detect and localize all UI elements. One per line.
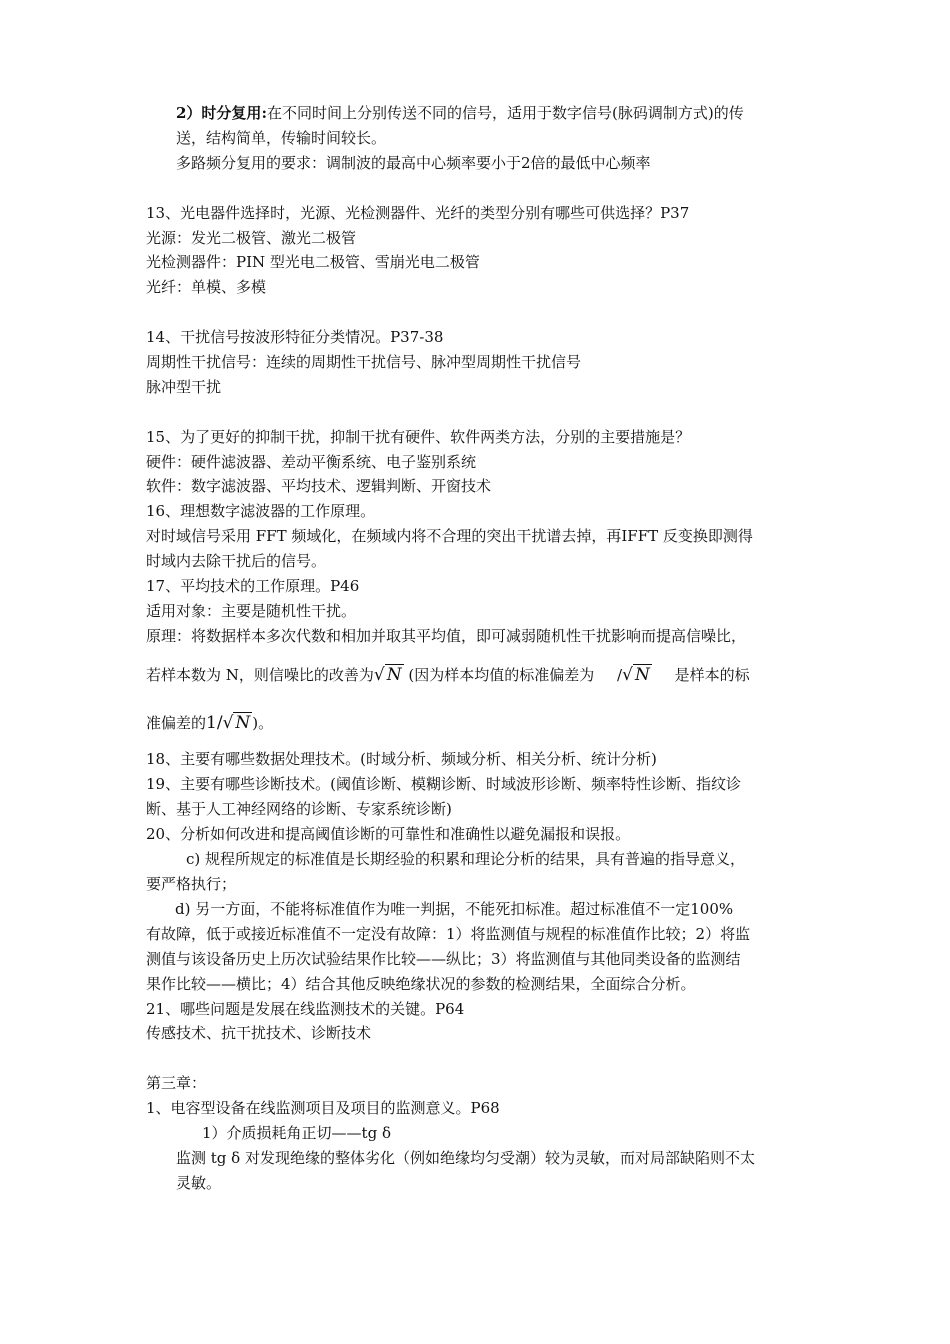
text-line: 光源：发光二极管、激光二极管 [146, 229, 357, 247]
slash: / [617, 666, 623, 684]
text-span: 若样本数为 N，则信噪比的改善为 [146, 666, 374, 684]
one-slash: 1/ [206, 713, 223, 733]
question-heading: 13、光电器件选择时，光源、光检测器件、光纤的类型分别有哪些可供选择？P37 [146, 204, 690, 222]
formula-line [146, 662, 814, 688]
text-line: 时域内去除干扰后的信号。 [146, 552, 327, 570]
sqrt-n-formula [622, 662, 652, 688]
text-line: 适用对象：主要是随机性干扰。 [146, 602, 357, 620]
text-line: 传感技术、抗干扰技术、诊断技术 [146, 1024, 372, 1042]
text-line: c) 规程所规定的标准值是长期经验的积累和理论分析的结果，具有普遍的指导意义， [186, 850, 746, 868]
variable-n: N [386, 665, 402, 685]
sqrt-n-formula [374, 662, 404, 688]
text-span: 准偏差的 [146, 714, 207, 732]
text-line [176, 102, 844, 124]
text-line: 要严格执行； [146, 875, 237, 893]
text-line: 光纤：单模、多模 [146, 278, 267, 296]
bold-label: 2）时分复用: [176, 104, 267, 122]
text-line: 断、基于人工神经网络的诊断、专家系统诊断) [146, 800, 452, 818]
question-heading: 16、理想数字滤波器的工作原理。 [146, 502, 376, 520]
chapter-heading: 第三章： [146, 1074, 207, 1092]
text-span: (因为样本均值的标准偏差为 [408, 666, 595, 684]
text-line: 多路频分复用的要求：调制波的最高中心频率要小于2倍的最低中心频率 [176, 154, 651, 172]
text-line: 硬件：硬件滤波器、差动平衡系统、电子鉴别系统 [146, 453, 477, 471]
question-heading: 14、干扰信号按波形特征分类情况。P37-38 [146, 328, 444, 346]
formula-line [146, 710, 814, 736]
text-span: 在不同时间上分别传送不同的信号，适用于数字信号(脉码调制方式)的传 [266, 104, 744, 122]
text-line: 送，结构简单，传输时间较长。 [176, 129, 387, 147]
text-line: 有故障，低于或接近标准值不一定没有故障：1）将监测值与规程的标准值作比较；2）将监 [146, 925, 751, 943]
radical-sign: √ [622, 665, 633, 685]
question-heading: 18、主要有哪些数据处理技术。(时域分析、频域分析、相关分析、统计分析) [146, 750, 657, 768]
text-span: 是样本的标 [674, 666, 750, 684]
text-line: 1）介质损耗角正切——tg δ [202, 1124, 391, 1142]
question-heading: 20、分析如何改进和提高阈值诊断的可靠性和准确性以避免漏报和误报。 [146, 825, 631, 843]
text-span: )。 [252, 714, 274, 732]
text-line: 果作比较——横比；4）结合其他反映绝缘状况的参数的检测结果，全面综合分析。 [146, 975, 696, 993]
question-heading: 17、平均技术的工作原理。P46 [146, 577, 360, 595]
sqrt-n-formula [223, 710, 253, 736]
text-line: d) 另一方面，不能将标准值作为唯一判据，不能死扣标准。超过标准值不一定100% [175, 900, 734, 918]
text-line: 灵敏。 [176, 1174, 222, 1192]
text-line: 监测 tg δ 对发现绝缘的整体劣化（例如绝缘均匀受潮）较为灵敏，而对局部缺陷则不太 [176, 1149, 755, 1167]
radical-sign: √ [222, 713, 234, 733]
text-line: 光检测器件：PIN 型光电二极管、雪崩光电二极管 [146, 253, 480, 271]
question-heading: 1、电容型设备在线监测项目及项目的监测意义。P68 [146, 1099, 500, 1117]
text-line: 周期性干扰信号：连续的周期性干扰信号、脉冲型周期性干扰信号 [146, 353, 582, 371]
question-heading: 15、为了更好的抑制干扰，抑制干扰有硬件、软件两类方法，分别的主要措施是？ [146, 428, 691, 446]
question-heading: 19、主要有哪些诊断技术。(阈值诊断、模糊诊断、时域波形诊断、频率特性诊断、指纹诊 [146, 775, 741, 793]
question-heading: 21、哪些问题是发展在线监测技术的关键。P64 [146, 1000, 465, 1018]
text-line: 原理：将数据样本多次代数和相加并取其平均值，即可减弱随机性干扰影响而提高信噪比， [146, 627, 747, 645]
variable-n: N [235, 713, 251, 733]
radical-sign: √ [373, 665, 385, 685]
text-line: 对时域信号采用 FFT 频域化，在频域内将不合理的突出干扰谱去掉，再IFFT 反变换即测得 [146, 527, 753, 545]
variable-n: N [634, 665, 650, 685]
text-line: 测值与该设备历史上历次试验结果作比较——纵比；3）将监测值与其他同类设备的监测结 [146, 950, 741, 968]
text-line: 脉冲型干扰 [146, 378, 222, 396]
text-line: 软件：数字滤波器、平均技术、逻辑判断、开窗技术 [146, 477, 492, 495]
